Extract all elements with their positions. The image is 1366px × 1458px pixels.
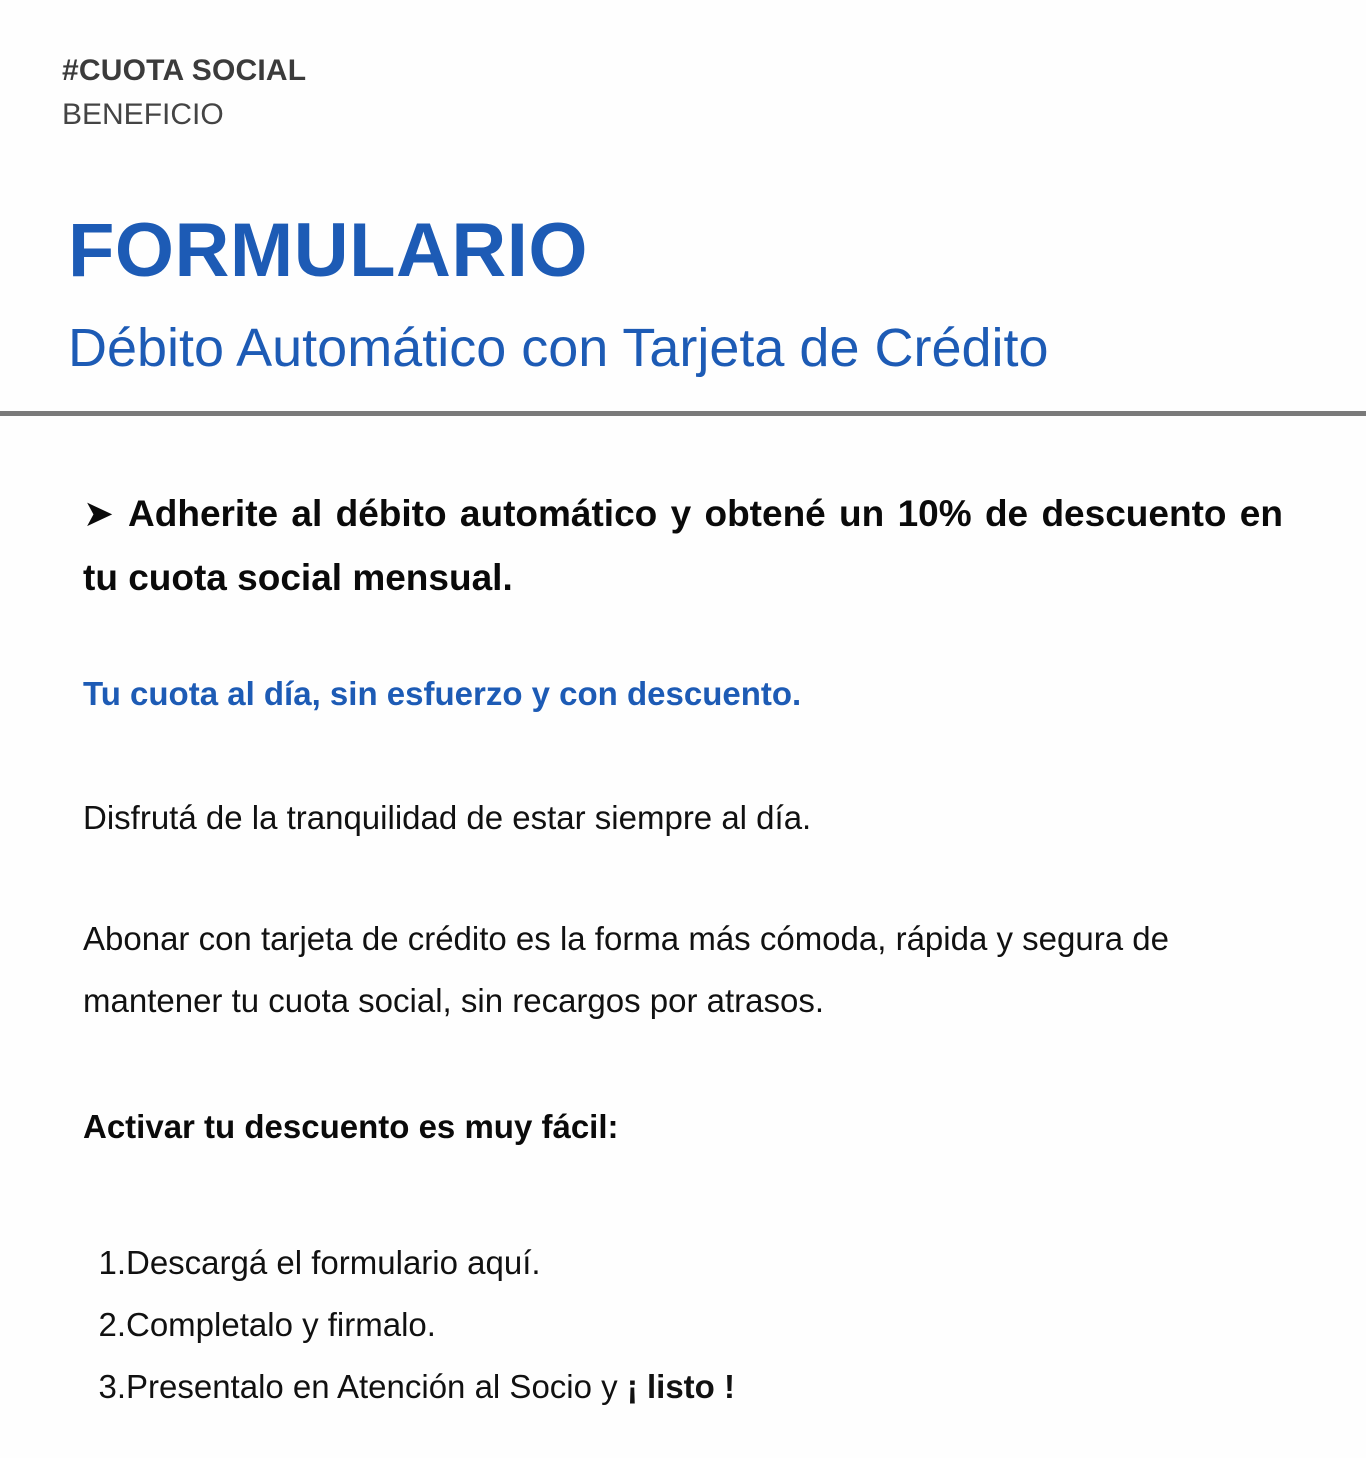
main-content	[83, 482, 1283, 1405]
page-subtitle: Débito Automático con Tarjeta de Crédito	[68, 318, 1049, 378]
paragraph-credit-card: Abonar con tarjeta de crédito es la forma más cómoda, rápida y segura de mantener tu cuota social, sin recargos por atrasos.	[83, 920, 1169, 1019]
lead-text: Adherite al débito automático y obtené un 10% de descuento en tu cuota social mensual.	[83, 493, 1283, 598]
arrow-icon: ➤	[83, 493, 115, 534]
step-number: 3.	[98, 1368, 126, 1405]
step-text[interactable]: Descargá el formulario aquí.	[126, 1244, 541, 1281]
category-label: BENEFICIO	[62, 98, 224, 131]
steps-heading: Activar tu descuento es muy fácil:	[83, 1108, 619, 1145]
step-item-present	[83, 1356, 735, 1418]
header-tags	[62, 52, 306, 134]
steps-list	[83, 1232, 735, 1418]
header-divider	[0, 411, 1366, 416]
step-text-bold: ¡ listo !	[626, 1368, 735, 1405]
slogan: Tu cuota al día, sin esfuerzo y con descuento.	[83, 675, 802, 712]
paragraph-tranquility: Disfrutá de la tranquilidad de estar siempre al día.	[83, 799, 812, 836]
step-number: 2.	[98, 1306, 126, 1343]
step-text-main: Presentalo en Atención al Socio y	[126, 1368, 627, 1405]
lead-paragraph	[83, 482, 1283, 610]
step-text: Completalo y firmalo.	[126, 1306, 436, 1343]
step-number: 1.	[98, 1244, 126, 1281]
section-tag: #CUOTA SOCIAL	[62, 54, 307, 87]
page-title: FORMULARIO	[68, 208, 589, 293]
step-item-complete	[83, 1294, 735, 1356]
step-text	[126, 1356, 735, 1418]
step-item-download[interactable]	[83, 1232, 735, 1294]
